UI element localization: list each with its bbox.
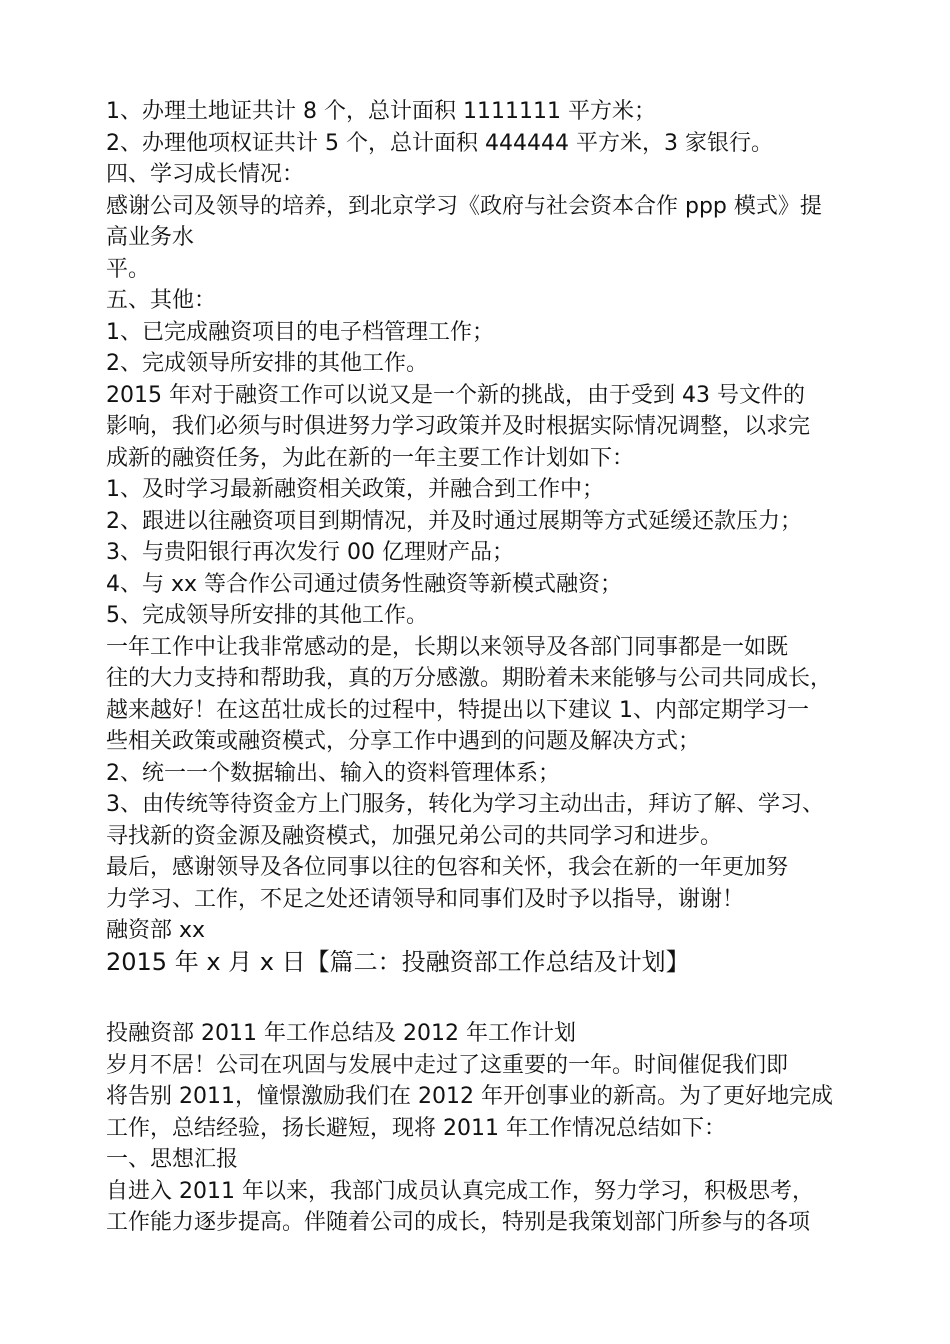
- text-line: 自进入 2011 年以来，我部门成员认真完成工作，努力学习，积极思考，: [106, 1178, 814, 1204]
- text-line: 2、办理他项权证共计 5 个，总计面积 444444 平方米，3 家银行。: [106, 130, 773, 156]
- text-line: 将告别 2011，憧憬激励我们在 2012 年开创事业的新高。为了更好地完成: [106, 1084, 833, 1109]
- text-line: 寻找新的资金源及融资模式，加强兄弟公司的共同学习和进步。: [106, 823, 723, 849]
- text-line: 1、办理土地证共计 8 个，总计面积 1111111 平方米；: [106, 99, 656, 124]
- document-body: [106, 96, 866, 1239]
- text-line: 往的大力支持和帮助我，真的万分感激。期盼着未来能够与公司共同成长，: [106, 666, 833, 691]
- text-line: 一年工作中让我非常感动的是，长期以来领导及各部门同事都是一如既: [106, 634, 789, 660]
- text-line: 2、跟进以往融资项目到期情况，并及时通过展期等方式延缓还款压力；: [106, 508, 802, 534]
- section-heading: 2015 年 x 月 x 日【篇二：投融资部工作总结及计划】: [106, 947, 690, 976]
- text-line: 最后，感谢领导及各位同事以往的包容和关怀，我会在新的一年更加努: [106, 855, 789, 880]
- text-line: 四、学习成长情况：: [106, 162, 305, 187]
- text-line: 平。: [106, 256, 151, 282]
- text-line: 融资部 xx: [106, 918, 206, 943]
- text-line: 一、思想汇报: [106, 1147, 239, 1172]
- text-line: 1、及时学习最新融资相关政策，并融合到工作中；: [106, 477, 604, 502]
- text-line: 工作，总结经验，扬长避短，现将 2011 年工作情况总结如下：: [106, 1115, 726, 1141]
- text-line: 些相关政策或融资模式，分享工作中遇到的问题及解决方式；: [106, 729, 701, 754]
- blank-gap: [106, 978, 866, 1018]
- text-line: 越来越好！在这茁壮成长的过程中，特提出以下建议 1、内部定期学习一: [106, 697, 809, 723]
- text-line: 岁月不居！公司在巩固与发展中走过了这重要的一年。时间催促我们即: [106, 1052, 789, 1078]
- text-line: 5、完成领导所安排的其他工作。: [106, 603, 428, 628]
- text-line: 3、由传统等待资金方上门服务，转化为学习主动出击，拜访了解、学习、: [106, 792, 824, 817]
- text-line: 感谢公司及领导的培养，到北京学习《政府与社会资本合作 ppp 模式》提: [106, 193, 822, 219]
- text-line: 投融资部 2011 年工作总结及 2012 年工作计划: [106, 1021, 576, 1046]
- section-part2: [106, 1018, 866, 1239]
- text-line: 高业务水: [106, 225, 195, 250]
- text-line: 五、其他：: [106, 288, 217, 313]
- text-line: 4、与 xx 等合作公司通过债务性融资等新模式融资；: [106, 571, 623, 597]
- text-line: 2015 年对于融资工作可以说又是一个新的挑战，由于受到 43 号文件的: [106, 382, 805, 408]
- text-line: 2、完成领导所安排的其他工作。: [106, 351, 428, 376]
- text-line: 2、统一一个数据输出、输入的资料管理体系；: [106, 760, 560, 786]
- text-line: 影响，我们必须与时俱进努力学习政策并及时根据实际情况调整，以求完: [106, 414, 811, 439]
- text-line: 工作能力逐步提高。伴随着公司的成长，特别是我策划部门所参与的各项: [106, 1210, 811, 1235]
- text-line: 1、已完成融资项目的电子档管理工作；: [106, 319, 494, 345]
- text-line: 力学习、工作，不足之处还请领导和同事们及时予以指导，谢谢！: [106, 886, 745, 912]
- text-line: 3、与贵阳银行再次发行 00 亿理财产品；: [106, 540, 514, 565]
- section-part1: [106, 96, 866, 947]
- text-line: 成新的融资任务，为此在新的一年主要工作计划如下：: [106, 445, 635, 471]
